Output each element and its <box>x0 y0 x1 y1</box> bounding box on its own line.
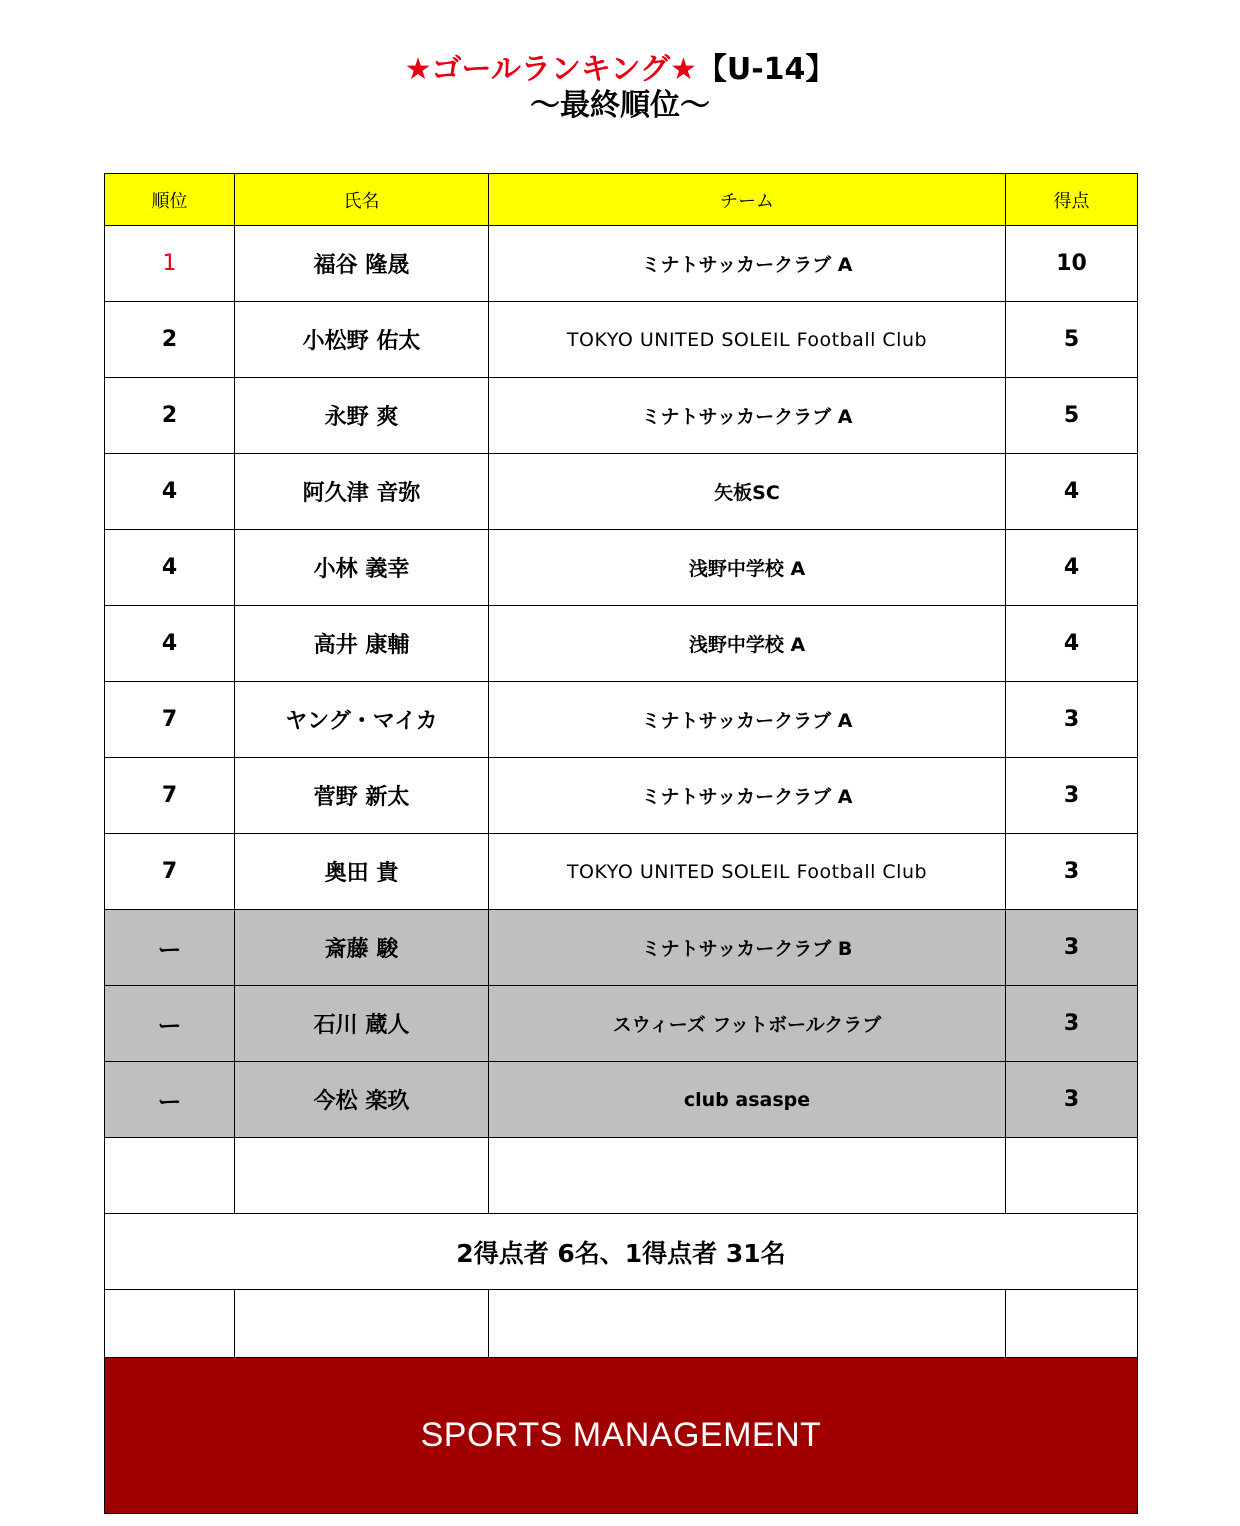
title-line-2: ～最終順位～ <box>530 88 710 123</box>
name-cell: 小林 義幸 <box>235 530 489 606</box>
empty-cell <box>105 1138 235 1214</box>
rank-cell: 4 <box>105 530 235 606</box>
points-cell: 10 <box>1006 226 1138 302</box>
table-row <box>105 226 1138 302</box>
rank-cell: 7 <box>105 758 235 834</box>
points-cell: 3 <box>1006 986 1138 1062</box>
points-cell: 3 <box>1006 834 1138 910</box>
rank-cell: ー <box>105 1062 235 1138</box>
name-cell: 永野 爽 <box>235 378 489 454</box>
title-line-1 <box>0 52 1240 88</box>
table-row <box>105 834 1138 910</box>
team-cell: TOKYO UNITED SOLEIL Football Club <box>489 834 1006 910</box>
team-cell: 浅野中学校 A <box>489 606 1006 682</box>
points-cell: 5 <box>1006 302 1138 378</box>
goal-ranking-table <box>104 173 1138 1514</box>
summary-row <box>105 1214 1138 1290</box>
summary-text: 2得点者 6名、1得点者 31名 <box>105 1214 1138 1290</box>
team-cell: ミナトサッカークラブ B <box>489 910 1006 986</box>
rank-cell: 1 <box>105 226 235 302</box>
rank-cell: 7 <box>105 682 235 758</box>
header-rank: 順位 <box>105 174 235 226</box>
table-row <box>105 682 1138 758</box>
table-row <box>105 302 1138 378</box>
team-cell: ミナトサッカークラブ A <box>489 226 1006 302</box>
rank-cell: ー <box>105 986 235 1062</box>
name-cell: 斎藤 駿 <box>235 910 489 986</box>
sports-management-banner: SPORTS MANAGEMENT <box>105 1358 1138 1514</box>
team-cell: 浅野中学校 A <box>489 530 1006 606</box>
header-points: 得点 <box>1006 174 1138 226</box>
table-header-row <box>105 174 1138 226</box>
table-row <box>105 378 1138 454</box>
header-team: チーム <box>489 174 1006 226</box>
name-cell: 菅野 新太 <box>235 758 489 834</box>
points-cell: 3 <box>1006 758 1138 834</box>
points-cell: 3 <box>1006 910 1138 986</box>
empty-cell <box>235 1290 489 1358</box>
team-cell: 矢板SC <box>489 454 1006 530</box>
points-cell: 5 <box>1006 378 1138 454</box>
table-row <box>105 986 1138 1062</box>
empty-cell <box>489 1138 1006 1214</box>
table-row <box>105 758 1138 834</box>
name-cell: 阿久津 音弥 <box>235 454 489 530</box>
table-row <box>105 530 1138 606</box>
title-ranking-label: ★ゴールランキング★ <box>404 52 697 87</box>
points-cell: 4 <box>1006 606 1138 682</box>
rank-cell: 4 <box>105 454 235 530</box>
empty-cell <box>489 1290 1006 1358</box>
name-cell: 小松野 佑太 <box>235 302 489 378</box>
table-row <box>105 606 1138 682</box>
name-cell: 石川 蔵人 <box>235 986 489 1062</box>
rank-cell: ー <box>105 910 235 986</box>
empty-cell <box>235 1138 489 1214</box>
table-row <box>105 910 1138 986</box>
empty-cell <box>1006 1138 1138 1214</box>
rank-cell: 4 <box>105 606 235 682</box>
team-cell: TOKYO UNITED SOLEIL Football Club <box>489 302 1006 378</box>
team-cell: スウィーズ フットボールクラブ <box>489 986 1006 1062</box>
rank-cell: 2 <box>105 302 235 378</box>
team-cell: ミナトサッカークラブ A <box>489 682 1006 758</box>
empty-row <box>105 1290 1138 1358</box>
table-row <box>105 1062 1138 1138</box>
empty-cell <box>1006 1290 1138 1358</box>
name-cell: 今松 楽玖 <box>235 1062 489 1138</box>
name-cell: 高井 康輔 <box>235 606 489 682</box>
empty-cell <box>105 1290 235 1358</box>
rank-cell: 7 <box>105 834 235 910</box>
points-cell: 4 <box>1006 530 1138 606</box>
footer-row <box>105 1358 1138 1514</box>
team-cell: ミナトサッカークラブ A <box>489 758 1006 834</box>
page-title <box>0 52 1240 124</box>
points-cell: 4 <box>1006 454 1138 530</box>
empty-row <box>105 1138 1138 1214</box>
rank-cell: 2 <box>105 378 235 454</box>
name-cell: 奥田 貴 <box>235 834 489 910</box>
points-cell: 3 <box>1006 682 1138 758</box>
name-cell: 福谷 隆晟 <box>235 226 489 302</box>
team-cell: ミナトサッカークラブ A <box>489 378 1006 454</box>
title-category-label: 【U-14】 <box>696 52 836 87</box>
name-cell: ヤング・マイカ <box>235 682 489 758</box>
table-row <box>105 454 1138 530</box>
header-name: 氏名 <box>235 174 489 226</box>
points-cell: 3 <box>1006 1062 1138 1138</box>
team-cell: club asaspe <box>489 1062 1006 1138</box>
